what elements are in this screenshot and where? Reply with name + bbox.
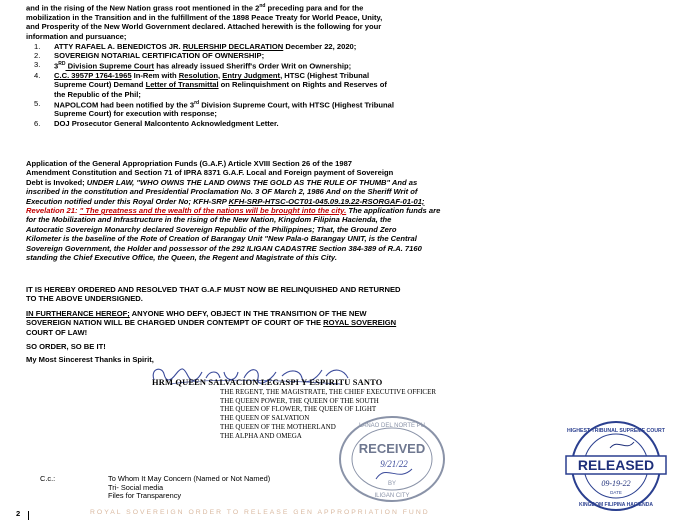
intro-line-3: and Prosperity of the New World Government declared. Attached herewith is the following for your (26, 22, 382, 32)
list-sup: RD (58, 61, 66, 68)
released-stamp-bottom: KINGDOM FILIPINA HACIENDA (579, 502, 653, 508)
royal-order-number: KFH-SRP-HTSC-OCT01-045.09.19.22-RSORGAF-01-01; (228, 196, 425, 206)
signer-title: THE REGENT, THE MAGISTRATE, THE CHIEF EXECUTIVE OFFICER (220, 388, 437, 396)
page-footer (0, 506, 690, 523)
released-stamp-date: 09-19-22 (601, 479, 631, 488)
list-text: has already issued Sheriff's Order Writ on Ownership; (154, 61, 352, 71)
list-number: 4. (34, 71, 41, 81)
list-text: NAPOLCOM had been notified by the 3 (54, 100, 195, 110)
footer-divider (28, 511, 29, 520)
cc-item: Tri- Social media (108, 482, 164, 492)
list-sup: rd (194, 99, 200, 106)
released-stamp-date-label: DATE (610, 490, 622, 495)
furtherance-line: SOVEREIGN NATION WILL BE CHARGED UNDER CONTEMPT OF COURT OF THE (26, 318, 324, 328)
cc-item: To Whom It May Concern (Named or Not Named) (108, 474, 271, 483)
application-line: standing the Chief Executive Office, the Queen, the Regent and Magistrate of this City. (26, 253, 337, 263)
signer-title: THE ALPHA AND OMEGA (220, 431, 302, 440)
closing-line: My Most Sincerest Thanks in Spirit, (26, 355, 154, 364)
list-text: Entry Judgment (222, 71, 281, 81)
list-item (34, 51, 654, 60)
list-item (34, 60, 654, 71)
so-order-line: SO ORDER, SO BE IT! (26, 342, 106, 351)
list-text: , (218, 71, 223, 81)
signer-title: THE QUEEN OF FLOWER, THE QUEEN OF LIGHT (220, 405, 377, 414)
furtherance-line: ANYONE WHO DEFY, OBJECT IN THE TRANSITION OF THE NEW (129, 309, 367, 318)
furtherance-line: ROYAL SOVEREIGN (323, 318, 397, 328)
intro-paragraph (26, 2, 666, 41)
ordered-paragraph (26, 285, 666, 304)
list-item (34, 42, 654, 51)
list-number: 5. (34, 98, 41, 108)
received-stamp (336, 413, 448, 505)
list-text: Supreme Court) Demand (54, 80, 146, 90)
list-text: Division Supreme Court (65, 61, 155, 71)
received-stamp-bottom: ILIGAN CITY (374, 493, 410, 499)
released-stamp (560, 418, 672, 514)
list-number: 2. (34, 51, 41, 61)
received-stamp-label: RECEIVED (358, 441, 426, 456)
application-paragraph (26, 159, 666, 262)
list-text: 3 (54, 61, 59, 71)
ordered-line: TO THE ABOVE UNDERSIGNED. (26, 294, 143, 304)
list-text: on Relinquishment on Rights and Reserves of (218, 80, 387, 90)
application-line: inscribed in the constitution and Presidential Proclamation No. 3 OF March 2, 1986 And on the Sheriff Writ of (26, 187, 418, 197)
application-line: Debt is Invoked; (26, 177, 87, 187)
revelation-label: Revelation 21: (26, 206, 80, 216)
list-text: Resolution (178, 71, 219, 81)
signer-title: THE QUEEN OF THE MOTHERLAND (220, 422, 336, 431)
list-item (34, 99, 654, 119)
list-text: , HTSC (Highest Tribunal (280, 71, 370, 81)
list-text: December 22, 2020; (283, 42, 357, 51)
signer-block (150, 378, 550, 387)
ordered-line: IT IS HEREBY ORDERED AND RESOLVED THAT G.A.F MUST NOW BE RELINQUISHED AND RETURNED (26, 285, 401, 294)
list-text: RULERSHIP DECLARATION (182, 42, 284, 51)
signer-name: HRM QUEEN SALVACION LEGASPI Y ESPIRITU SANTO (152, 378, 383, 387)
application-line: UNDER LAW, "WHO OWNS THE LAND OWNS THE GOLD AS THE RULE OF THUMB" And as (86, 177, 418, 187)
intro-line-1 (26, 2, 666, 13)
list-text: Division Supreme Court, with HTSC (Highest Tribunal (199, 100, 394, 110)
application-line: The application funds are (346, 206, 441, 216)
application-line: for the Mobilization and Infrastructure in the rising of the New Nation, Kingdom Filipina Hacienda, the (26, 215, 392, 225)
signer-title: THE QUEEN OF SALVATION (220, 414, 310, 423)
application-line: Amendment Constitution and Section 71 of IPRA 8371 G.A.F. Local and Foreign payment of Sovereign (26, 168, 394, 178)
received-stamp-by: BY (387, 481, 397, 487)
revelation-quote: " The greatness and the wealth of the nations will be brought into the city. (79, 206, 347, 216)
furtherance-label: IN FURTHERANCE HEREOF; (26, 309, 130, 318)
released-stamp-top: HIGHEST TRIBUNAL SUPREME COURT (567, 428, 665, 434)
list-number: 6. (34, 118, 41, 128)
list-text: In-Rem with (131, 71, 179, 81)
received-stamp-date: 9/21/22 (380, 459, 408, 469)
list-text: ATTY RAFAEL A. BENEDICTOS JR. (54, 42, 183, 51)
attachments-list (34, 42, 654, 128)
received-stamp-top: LANAO DEL NORTE PU (358, 423, 426, 429)
page-number: 2 (16, 509, 21, 518)
footer-text: ROYAL SOVEREIGN ORDER TO RELEASE GEN APPROPRIATION FUND (90, 509, 430, 516)
list-text: DOJ Prosecutor General Malcontento Acknowledgment Letter. (54, 118, 279, 128)
list-text: the Republic of the Phil; (54, 89, 141, 99)
list-number: 3. (34, 60, 41, 70)
signer-title: THE QUEEN POWER, THE QUEEN OF THE SOUTH (220, 396, 379, 405)
list-item (34, 71, 654, 99)
cc-item: Files for Transparency (108, 491, 182, 501)
application-line: Autocratic Sovereign Monarchy declared Sovereign Republic of the Philippines; That, the Ground Zero (26, 224, 397, 234)
intro-text: and in the rising of the New Nation grass root mentioned in the 2 (26, 3, 260, 13)
list-number: 1. (34, 42, 41, 51)
list-text: SOVEREIGN NOTARIAL CERTIFICATION OF OWNERSHIP; (54, 51, 265, 61)
application-line: Execution notified under this Royal Order No; KFH-SRP (26, 196, 229, 206)
application-line: Application of the General Appropriation Funds (G.A.F.) Article XVIII Section 26 of the 1987 (26, 159, 353, 168)
cc-list (108, 475, 270, 501)
furtherance-paragraph (26, 309, 666, 337)
furtherance-line: COURT OF LAW! (26, 327, 88, 337)
application-line: Sovereign Government, the Holder and possessor of the 292 ILIGAN CADASTRE Section 384-389 of R.A. 7160 (26, 243, 422, 253)
list-text: Supreme Court) for execution with response; (54, 109, 217, 119)
intro-text: preceding para and for the (265, 3, 364, 13)
cc-label: C.c.: (40, 474, 56, 483)
intro-line-4: information and pursuance; (26, 31, 127, 41)
list-item (34, 119, 654, 128)
released-stamp-label: RELEASED (577, 457, 655, 473)
list-text: C.C. 3957P 1764-1965 (54, 71, 132, 81)
intro-line-2: mobilization in the Transition and in the fulfillment of the 1898 Peace Treaty for World Peace, Unity, (26, 12, 383, 22)
intro-sup: nd (259, 3, 266, 9)
application-line: Kilometer is the baseline of the Rote of Creation of Barangay Unit "New Pala-o Barangay UNIT, is the Central (26, 234, 417, 244)
list-text: Letter of Transmittal (145, 80, 219, 90)
